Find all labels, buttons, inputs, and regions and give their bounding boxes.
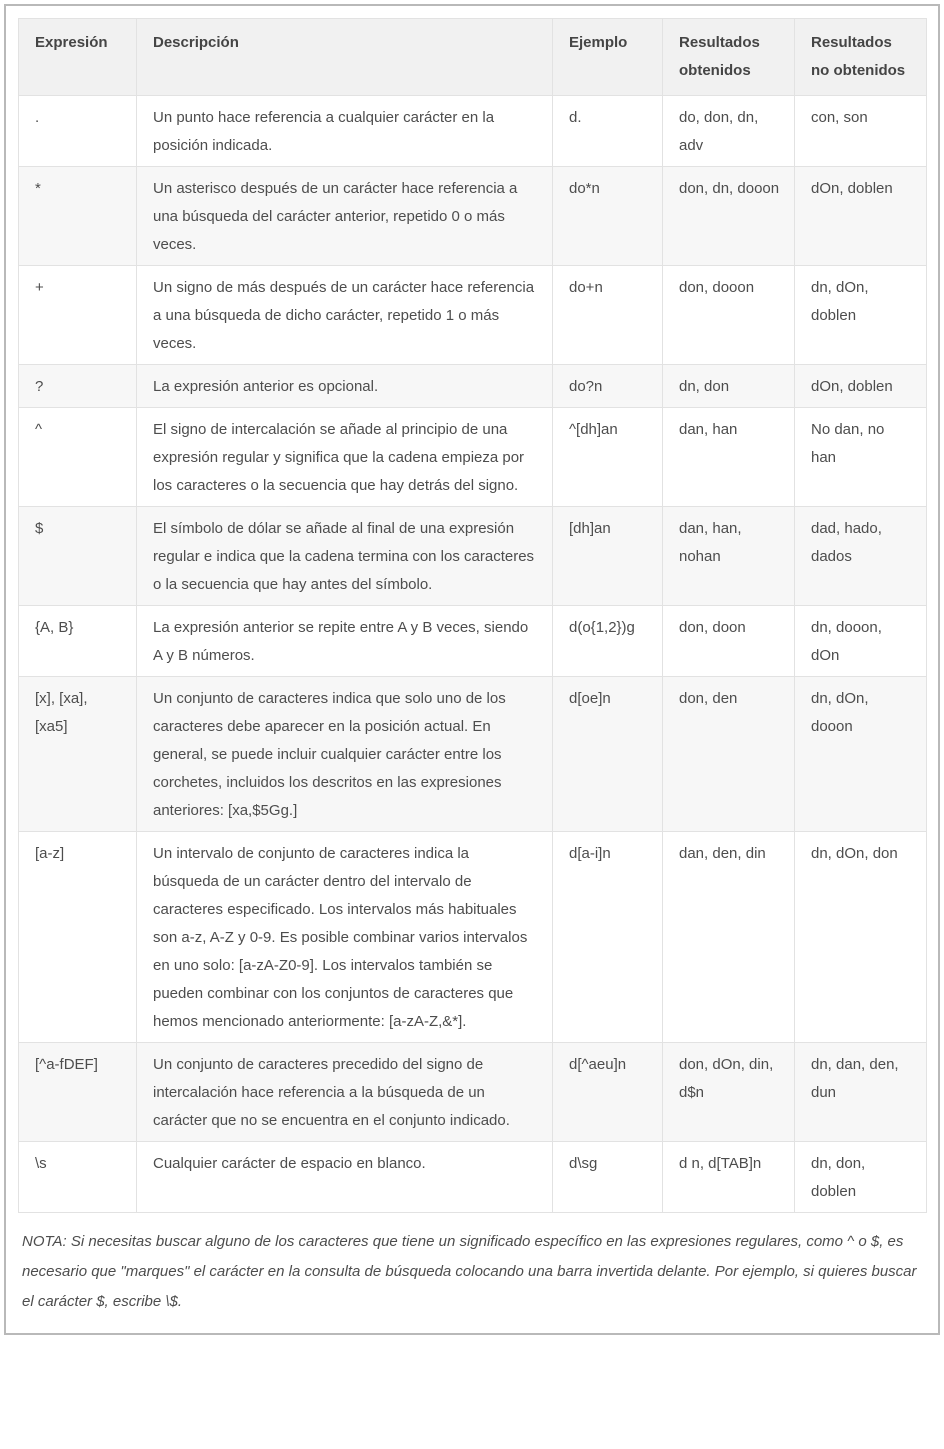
cell-resultados-obtenidos: don, doon [663, 606, 795, 677]
cell-resultados-obtenidos: dan, den, din [663, 832, 795, 1043]
cell-resultados-obtenidos: dn, don [663, 365, 795, 408]
cell-resultados-no-obtenidos: dn, dOn, don [795, 832, 927, 1043]
cell-resultados-no-obtenidos: con, son [795, 96, 927, 167]
cell-ejemplo: ^[dh]an [553, 408, 663, 507]
cell-resultados-no-obtenidos: dOn, doblen [795, 365, 927, 408]
cell-resultados-obtenidos: do, don, dn, adv [663, 96, 795, 167]
cell-resultados-no-obtenidos: dn, dOn, dooon [795, 677, 927, 832]
cell-resultados-no-obtenidos: No dan, no han [795, 408, 927, 507]
table-row [19, 606, 927, 677]
cell-resultados-obtenidos: don, den [663, 677, 795, 832]
cell-ejemplo: do?n [553, 365, 663, 408]
cell-resultados-no-obtenidos: dn, dOn, doblen [795, 266, 927, 365]
cell-expresion: [a-z] [19, 832, 137, 1043]
cell-expresion: * [19, 167, 137, 266]
cell-resultados-obtenidos: dan, han, nohan [663, 507, 795, 606]
cell-resultados-no-obtenidos: dn, dooon, dOn [795, 606, 927, 677]
cell-expresion: ^ [19, 408, 137, 507]
header-expresion: Expresión [19, 19, 137, 96]
cell-resultados-obtenidos: dan, han [663, 408, 795, 507]
cell-ejemplo: d[a-i]n [553, 832, 663, 1043]
cell-resultados-obtenidos: don, dooon [663, 266, 795, 365]
table-header-row [19, 19, 927, 96]
header-ejemplo: Ejemplo [553, 19, 663, 96]
cell-descripcion: Un punto hace referencia a cualquier carácter en la posición indicada. [137, 96, 553, 167]
cell-descripcion: Un asterisco después de un carácter hace referencia a una búsqueda del carácter anterior, repetido 0 o más veces. [137, 167, 553, 266]
cell-descripcion: Cualquier carácter de espacio en blanco. [137, 1142, 553, 1213]
header-resultados-obtenidos: Resultados obtenidos [663, 19, 795, 96]
cell-resultados-no-obtenidos: dn, dan, den, dun [795, 1043, 927, 1142]
cell-descripcion: El signo de intercalación se añade al principio de una expresión regular y significa que la cadena empieza por los caracteres o la secuencia que hay detrás del signo. [137, 408, 553, 507]
cell-ejemplo: do*n [553, 167, 663, 266]
table-row [19, 507, 927, 606]
regex-reference-table [18, 18, 927, 1213]
cell-ejemplo: [dh]an [553, 507, 663, 606]
table-row [19, 408, 927, 507]
cell-expresion: $ [19, 507, 137, 606]
cell-ejemplo: d\sg [553, 1142, 663, 1213]
header-resultados-no-obtenidos: Resultados no obtenidos [795, 19, 927, 96]
cell-descripcion: El símbolo de dólar se añade al final de una expresión regular e indica que la cadena termina con los caracteres o la secuencia que hay antes del símbolo. [137, 507, 553, 606]
cell-descripcion: Un conjunto de caracteres precedido del signo de intercalación hace referencia a la búsqueda de un carácter que no se encuentra en el conjunto indicado. [137, 1043, 553, 1142]
cell-resultados-obtenidos: don, dn, dooon [663, 167, 795, 266]
cell-descripcion: La expresión anterior es opcional. [137, 365, 553, 408]
cell-ejemplo: d[^aeu]n [553, 1043, 663, 1142]
cell-resultados-no-obtenidos: dn, don, doblen [795, 1142, 927, 1213]
table-body [19, 96, 927, 1213]
cell-ejemplo: d[oe]n [553, 677, 663, 832]
cell-resultados-obtenidos: don, dOn, din, d$n [663, 1043, 795, 1142]
cell-resultados-no-obtenidos: dOn, doblen [795, 167, 927, 266]
table-row [19, 677, 927, 832]
cell-expresion: \s [19, 1142, 137, 1213]
header-descripcion: Descripción [137, 19, 553, 96]
table-row [19, 832, 927, 1043]
cell-ejemplo: d(o{1,2})g [553, 606, 663, 677]
cell-expresion: ? [19, 365, 137, 408]
cell-expresion: + [19, 266, 137, 365]
cell-resultados-obtenidos: d n, d[TAB]n [663, 1142, 795, 1213]
cell-descripcion: Un intervalo de conjunto de caracteres indica la búsqueda de un carácter dentro del intervalo de caracteres especificado. Los intervalos más habituales son a-z, A-Z y 0-9. Es posible combinar varios intervalos en uno solo: [a-zA-Z0-9]. Los intervalos también se pueden combinar con los conjuntos de caracteres que hemos mencionado anteriormente: [a-zA-Z,&*]. [137, 832, 553, 1043]
cell-descripcion: Un conjunto de caracteres indica que solo uno de los caracteres debe aparecer en la posición actual. En general, se puede incluir cualquier carácter entre los corchetes, incluidos los descritos en las expresiones anteriores: [xa,$5Gg.] [137, 677, 553, 832]
cell-ejemplo: d. [553, 96, 663, 167]
cell-descripcion: La expresión anterior se repite entre A y B veces, siendo A y B números. [137, 606, 553, 677]
table-row [19, 1043, 927, 1142]
cell-expresion: [x], [xa], [xa5] [19, 677, 137, 832]
cell-expresion: {A, B} [19, 606, 137, 677]
table-row [19, 96, 927, 167]
table-row [19, 266, 927, 365]
cell-expresion: . [19, 96, 137, 167]
note-text: NOTA: Si necesitas buscar alguno de los caracteres que tiene un significado específico en las expresiones regulares, como ^ o $, es necesario que "marques" el carácter en la consulta de búsqueda colocando una barra invertida delante. Por ejemplo, si quieres buscar el carácter $, escribe \$. [22, 1233, 917, 1310]
content-frame [4, 4, 940, 1335]
cell-ejemplo: do+n [553, 266, 663, 365]
table-row [19, 365, 927, 408]
cell-resultados-no-obtenidos: dad, hado, dados [795, 507, 927, 606]
cell-descripcion: Un signo de más después de un carácter hace referencia a una búsqueda de dicho carácter, repetido 1 o más veces. [137, 266, 553, 365]
table-row [19, 167, 927, 266]
table-row [19, 1142, 927, 1213]
cell-expresion: [^a-fDEF] [19, 1043, 137, 1142]
